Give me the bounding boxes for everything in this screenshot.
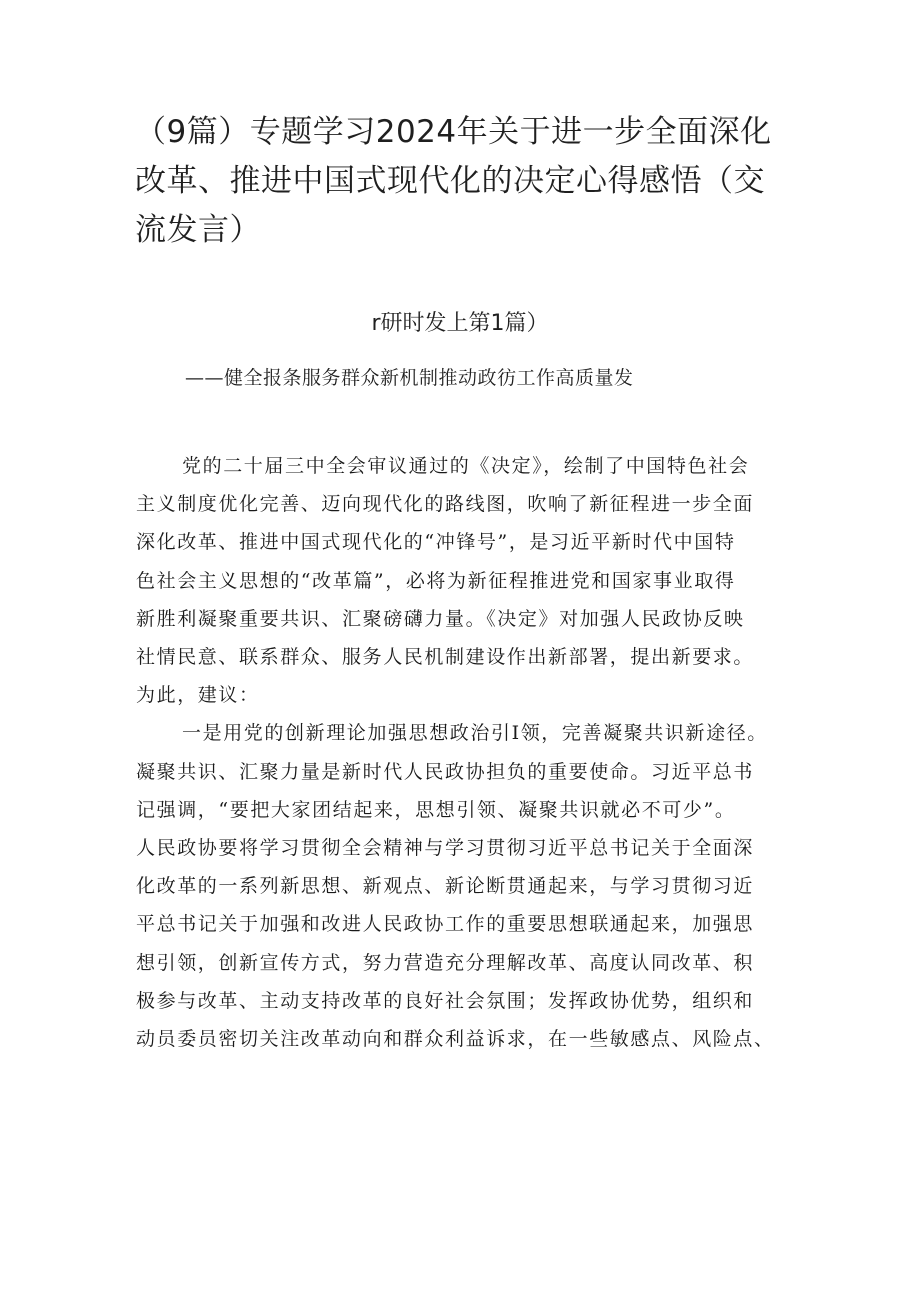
paragraph-line: 党的二十届三中全会审议通过的《决定》，绘制了中国特色社会 xyxy=(182,455,750,477)
title-line: （9篇）专题学习2024年关于进一步全面深化 xyxy=(135,114,772,150)
paragraph-line: 主义制度优化完善、迈向现代化的路线图，吹响了新征程进一步全面 xyxy=(136,493,755,516)
paragraph-line: 动员委员密切关注改革动向和群众利益诉求，在一些敏感点、风险点、 xyxy=(136,1028,775,1051)
paragraph-line: 记强调，“要把大家团结起来，思想引领、凝聚共识就必不可少”。 xyxy=(136,798,736,821)
paragraph-line: 极参与改革、主动支持改革的良好社会氛围；发挥政协优势，组织和 xyxy=(136,989,755,1012)
paragraph-line: 深化改革、推进中国式现代化的“冲锋号”，是习近平新时代中国特 xyxy=(136,531,736,554)
paragraph-line: 化改革的一系列新思想、新观点、新论断贯通起来，与学习贯彻习近 xyxy=(136,875,755,898)
paragraph-line: 一是用党的创新理论加强思想政治引I领，完善凝聚共识新途径。 xyxy=(182,722,768,745)
paragraph-line: 想引领，创新宣传方式，努力营造充分理解改革、高度认同改革、积 xyxy=(136,951,755,974)
paragraph-line: 为此，建议： xyxy=(136,684,260,707)
paragraph-line: 凝聚共识、汇聚力量是新时代人民政协担负的重要使命。习近平总书 xyxy=(136,760,755,783)
subtitle: ——健全报条服务群众新机制推动政彷工作高质量发 xyxy=(185,367,634,389)
paragraph-line: 人民政协要将学习贯彻全会精神与学习贯彻习近平总书记关于全面深 xyxy=(136,837,755,860)
paragraph-line: 社情民意、联系群众、服务人民机制建设作出新部署，提出新要求。 xyxy=(136,646,755,669)
body-text xyxy=(136,447,796,1058)
paragraph-line: 新胜利凝聚重要共识、汇聚磅礴力量。《决定》对加强人民政协反映 xyxy=(136,607,745,630)
title-line: 改革、推进中国式现代化的决定心得感悟（交 xyxy=(135,163,765,199)
paragraph-line: 平总书记关于加强和改进人民政协工作的重要思想联通起来，加强思 xyxy=(136,913,755,936)
paragraph-line: 色社会主义思想的“改革篇”，必将为新征程推进党和国家事业取得 xyxy=(136,569,736,592)
title-line: 流发言） xyxy=(135,212,261,248)
section-heading: r研时发上第1篇） xyxy=(371,311,549,336)
document-title xyxy=(135,108,795,255)
